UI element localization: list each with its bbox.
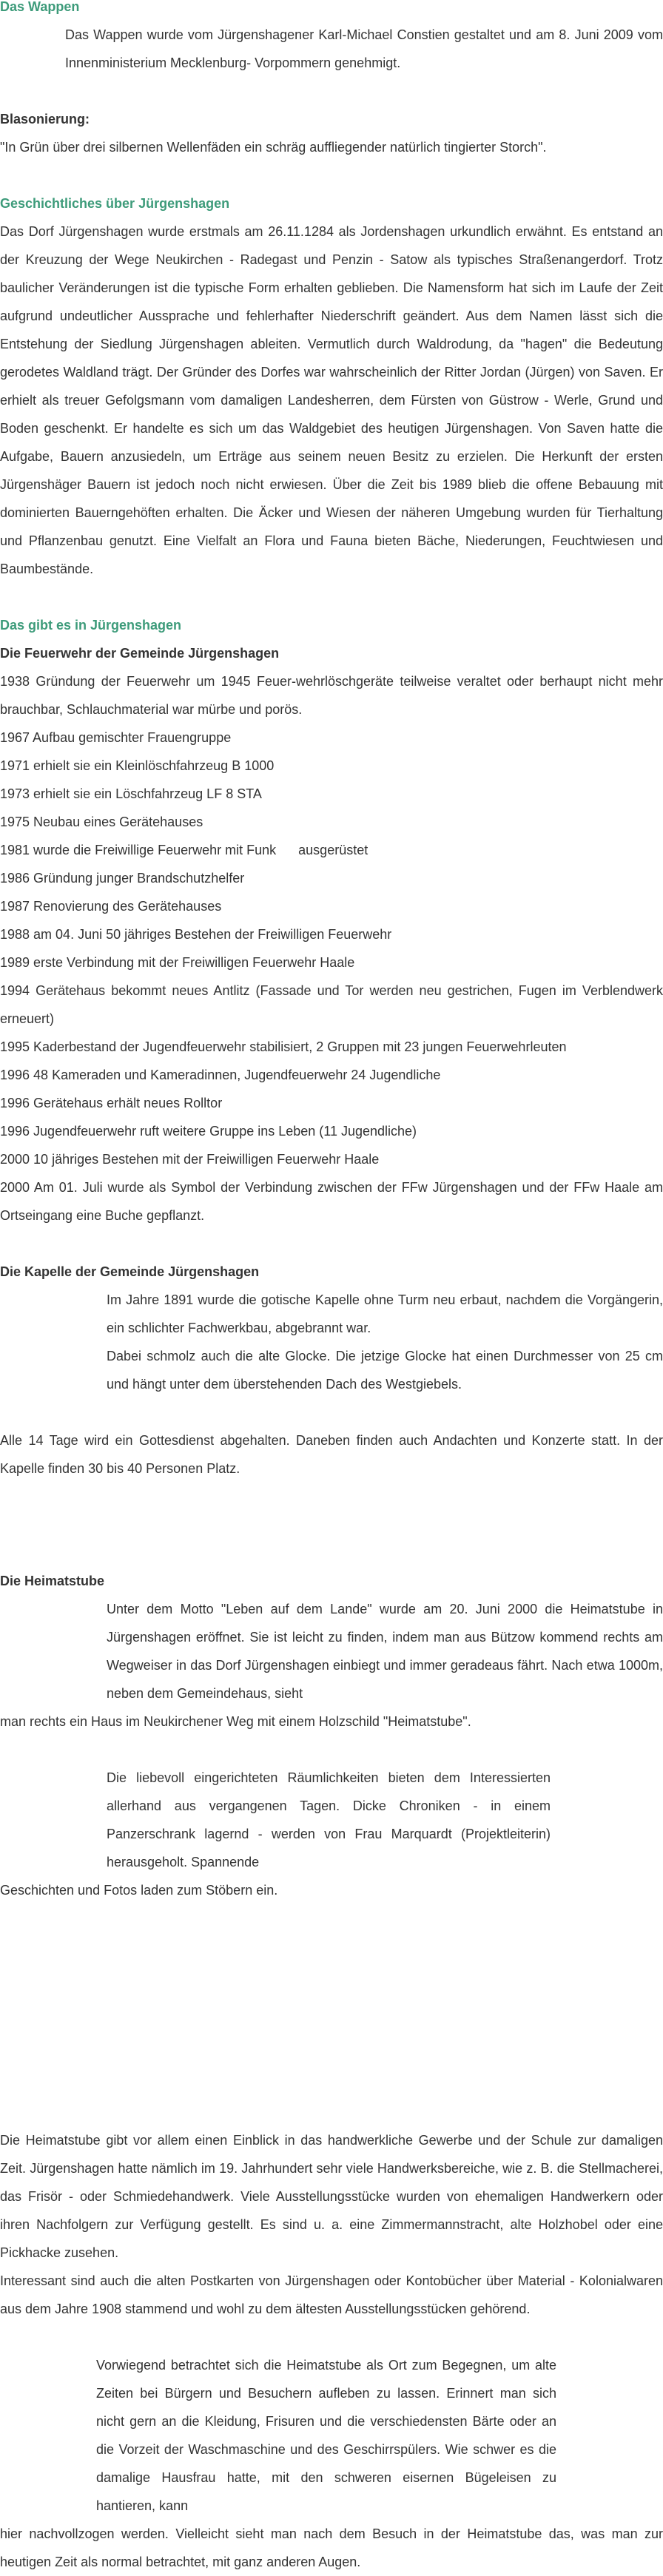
chronik-entry: 1986 Gründung junger Brandschutzhelfer — [0, 871, 245, 886]
chronik-entry: 1973 erhielt sie ein Löschfahrzeug LF 8 STA — [0, 786, 262, 801]
heimatstube-heading: Die Heimatstube — [0, 1574, 105, 1588]
kapelle-paragraph-2: Dabei schmolz auch die alte Glocke. Die jetzige Glocke hat einen Durchmesser von 25 cm und hängt unter dem überstehenden Dach des Westgiebels. — [107, 1349, 663, 1392]
kapelle-paragraph-1: Im Jahre 1891 wurde die gotische Kapelle ohne Turm neu erbaut, nachdem die Vorgängerin, ein schlichter Fachwerkbau, abgebrannt war. — [107, 1292, 663, 1335]
heimatstube-paragraph-2-continued: Geschichten und Fotos laden zum Stöbern ein. — [0, 1883, 278, 1898]
image-placeholder-space — [0, 1904, 663, 2126]
chronik-entry: 1995 Kaderbestand der Jugendfeuerwehr stabilisiert, 2 Gruppen mit 23 jungen Feuerwehrleuten — [0, 1039, 567, 1054]
wappen-heading: Das Wappen — [0, 0, 80, 14]
chronik-entry: 1988 am 04. Juni 50 jähriges Bestehen der Freiwilligen Feuerwehr — [0, 927, 392, 942]
geschichte-section — [0, 189, 663, 583]
chronik-entry: 1967 Aufbau gemischter Frauengruppe — [0, 730, 232, 745]
chronik-entry: 1996 48 Kameraden und Kameradinnen, Jugendfeuerwehr 24 Jugendliche — [0, 1068, 441, 1082]
blasonierung-text: "In Grün über drei silbernen Wellenfäden ein schräg auffliegender natürlich tingierter Storch". — [0, 140, 547, 155]
geschichte-heading: Geschichtliches über Jürgenshagen — [0, 196, 230, 211]
heimatstube-section — [0, 1567, 663, 2576]
blasonierung-label: Blasonierung: — [0, 112, 90, 127]
kapelle-section — [0, 1258, 663, 1483]
geschichte-text: Das Dorf Jürgenshagen wurde erstmals am 26.11.1284 als Jordenshagen urkundlich erwähnt. Es entstand an der Kreuzung der Wege Neukirchen - Radegast und Penzin - Satow als typisches Straßenangerdorf. Trotz baulicher Veränderungen ist die typische Form erhalten geblieben. Die Namensform hat sich im Laufe der Zeit aufgrund undeutlicher Aussprache und fehlerhafter Niederschrift geändert. Aus dem Namen lässt sich die Entstehung der Siedlung Jürgenshagen ableiten. Vermutlich durch Waldrodung, da "hagen" die Bedeutung gerodetes Waldland trägt. Der Gründer des Dorfes war wahrscheinlich der Ritter Jordan (Jürgen) von Saven. Er erhielt als treuer Gefolgsmann vom damaligen Landesherren, dem Fürsten von Güstrow - Werle, Grund und Boden geschenkt. Er handelte es sich um das Waldgebiet des heutigen Jürgenshagen. Von Saven hatte die Aufgabe, Bauern anzusiedeln, um Erträge aus seinem neuen Besitz zu erzielen. Die Herkunft der ersten Jürgenshäger Bauern ist jedoch noch nicht erwiesen. Über die Zeit bis 1989 blieb die offene Bebauung mit dominierten Bauerngehöften erhalten. Die Äcker und Wiesen der näheren Umgebung wurden für Tierhaltung und Pflanzenbau genutzt. Eine Vielfalt an Flora und Fauna bieten Bäche, Niederungen, Feuchtwiesen und Baumbestände. — [0, 224, 663, 576]
chronik-entry: 1987 Renovierung des Gerätehauses — [0, 899, 222, 914]
dasgibtes-section — [0, 611, 663, 1230]
chronik-entry: 1989 erste Verbindung mit der Freiwilligen Feuerwehr Haale — [0, 955, 355, 970]
heimatstube-paragraph-1-continued: man rechts ein Haus im Neukirchener Weg mit einem Holzschild "Heimatstube". — [0, 1714, 471, 1729]
chronik-entry: 1971 erhielt sie ein Kleinlöschfahrzeug B 1000 — [0, 758, 275, 773]
wappen-section — [0, 0, 663, 161]
chronik-entry: 1996 Jugendfeuerwehr ruft weitere Gruppe ins Leben (11 Jugendliche) — [0, 1124, 417, 1139]
feuerwehr-heading: Die Feuerwehr der Gemeinde Jürgenshagen — [0, 646, 280, 661]
chronik-entry: 1994 Gerätehaus bekommt neues Antlitz (Fassade und Tor werden neu gestrichen, Fugen im Verblendwerk erneuert) — [0, 983, 663, 1026]
chronik-entry: 1996 Gerätehaus erhält neues Rolltor — [0, 1096, 223, 1110]
heimatstube-paragraph-5: Vorwiegend betrachtet sich die Heimatstube als Ort zum Begegnen, um alte Zeiten bei Bürgern und Besuchern aufleben zu lassen. Erinnert man sich nicht gern an die Kleidung, Frisuren und die verschiedensten Bärte oder an die Vorzeit der Waschmaschine und des Geschirrspülers. Wie schwer es die damalige Hausfrau hatte, mit den schweren eisernen Bügeleisen zu hantieren, kann — [96, 2358, 556, 2513]
chronik-entry: 1981 wurde die Freiwillige Feuerwehr mit Funk ausgerüstet — [0, 843, 368, 857]
chronik-entry: 2000 10 jähriges Bestehen mit der Freiwilligen Feuerwehr Haale — [0, 1152, 380, 1167]
chronik-entry: 1975 Neubau eines Gerätehauses — [0, 815, 203, 829]
kapelle-heading: Die Kapelle der Gemeinde Jürgenshagen — [0, 1264, 260, 1279]
heimatstube-paragraph-4: Interessant sind auch die alten Postkarten von Jürgenshagen oder Kontobücher über Material - Kolonialwaren aus dem Jahre 1908 stammend und wohl zu dem ältesten Ausstellungsstücken gehörend. — [0, 2273, 663, 2316]
heimatstube-paragraph-1: Unter dem Motto "Leben auf dem Lande" wurde am 20. Juni 2000 die Heimatstube in Jürgenshagen eröffnet. Sie ist leicht zu finden, indem man aus Bützow kommend rechts am Wegweiser in das Dorf Jürgenshagen einbiegt und immer geradeaus fährt. Nach etwa 1000m, neben dem Gemeindehaus, sieht — [107, 1602, 663, 1701]
heimatstube-paragraph-2: Die liebevoll eingerichteten Räumlichkeiten bieten dem Interessierten allerhand aus vergangenen Tagen. Dicke Chroniken - in einem Panzerschrank lagernd - werden von Frau Marquardt (Projektleiterin) herausgeholt. Spannende — [107, 1770, 551, 1869]
heimatstube-paragraph-5-continued: hier nachvollzogen werden. Vielleicht sieht man nach dem Besuch in der Heimatstube das, was man zur heutigen Zeit als normal betrachtet, mit ganz anderen Augen. — [0, 2526, 663, 2569]
chronik-entry: 2000 Am 01. Juli wurde als Symbol der Verbindung zwischen der FFw Jürgenshagen und der FFw Haale am Ortseingang eine Buche gepflanzt. — [0, 1180, 663, 1223]
dasgibtes-heading: Das gibt es in Jürgenshagen — [0, 618, 182, 633]
kapelle-paragraph-3: Alle 14 Tage wird ein Gottesdienst abgehalten. Daneben finden auch Andachten und Konzerte statt. In der Kapelle finden 30 bis 40 Personen Platz. — [0, 1433, 663, 1476]
heimatstube-paragraph-3: Die Heimatstube gibt vor allem einen Einblick in das handwerkliche Gewerbe und der Schule zur damaligen Zeit. Jürgenshagen hatte nämlich im 19. Jahrhundert sehr viele Handwerksbereiche, wie z. B. die Stellmacherei, das Frisör - oder Schmiedehandwerk. Viele Ausstellungsstücke wurden von ehemaligen Handwerkern oder ihren Nachfolgern zur Verfügung gestellt. Es sind u. a. eine Zimmermannstracht, alte Holzhobel oder eine Pickhacke zusehen. — [0, 2133, 663, 2260]
feuerwehr-chronik-list — [0, 724, 663, 1230]
wappen-text: Das Wappen wurde vom Jürgenshagener Karl-Michael Constien gestaltet und am 8. Juni 2009 vom Innenministerium Mecklenburg- Vorpommern genehmigt. — [65, 27, 663, 70]
feuerwehr-intro: 1938 Gründung der Feuerwehr um 1945 Feuer-wehrlöschgeräte teilweise veraltet oder berhaupt nicht mehr brauchbar, Schlauchmaterial war mürbe und porös. — [0, 674, 663, 717]
